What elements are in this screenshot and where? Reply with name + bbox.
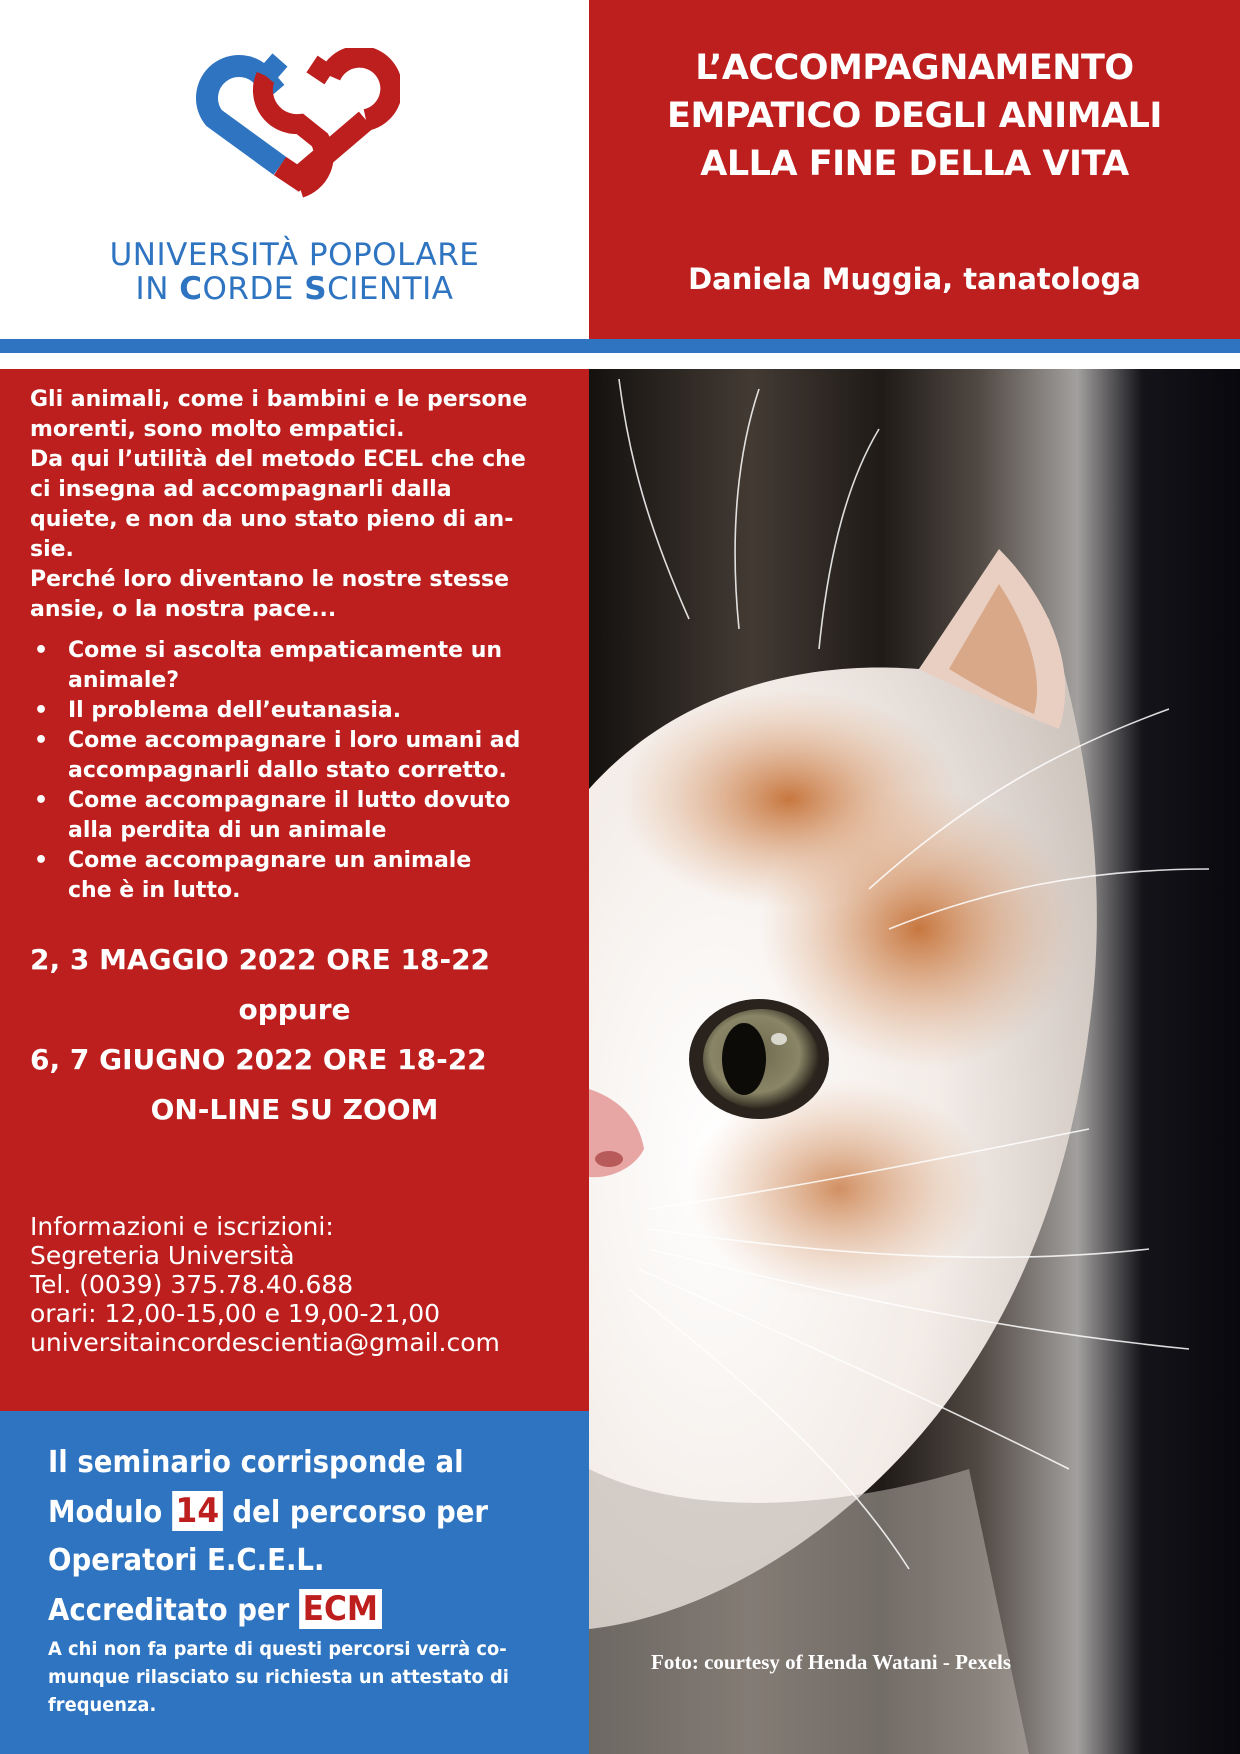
logo-name-line1: UNIVERSITÀ POPOLARE [109,237,480,273]
opening-hours: orari: 12,00-15,00 e 19,00-21,00 [30,1299,441,1328]
intro-line: quiete, e non da uno stato pieno di an- [30,507,514,532]
contact-info [30,1212,500,1357]
seminar-line: Il seminario corrisponde al [48,1445,464,1480]
intro-line: Gli animali, come i bambini e le persone [30,387,528,412]
title-panel [589,0,1240,339]
email-address: universitaincordescientia@gmail.com [30,1328,500,1357]
intro-line: ci insegna ad accompagnarli dalla [30,477,452,502]
blue-divider [0,339,1240,353]
module-number-badge: 14 [172,1491,223,1531]
page-title [589,44,1240,188]
bullet-icon: • [34,638,49,663]
topics-list [30,636,575,906]
bullet-icon: • [34,848,49,873]
list-item: • Il problema dell’eutanasia. [30,696,575,726]
phone-number: Tel. (0039) 375.78.40.688 [30,1270,354,1299]
logo-panel [0,0,589,339]
bullet-icon: • [34,698,49,723]
intro-line: Perché loro diventano le nostre stesse [30,567,510,592]
list-item: • Come si ascolta empaticamente un animale? [34,638,503,693]
title-line: EMPATICO DEGLI ANIMALI [667,96,1162,136]
intro-line: morenti, sono molto empatici. [30,417,405,442]
bullet-icon: • [34,788,49,813]
info-line: Segreteria Università [30,1241,295,1270]
list-item: • Come accompagnare i loro umani ad accompagnarli dallo stato corretto. [34,728,521,783]
intro-line: sie. [30,537,74,562]
title-line: ALLA FINE DELLA VITA [700,144,1129,184]
description-panel [0,369,589,1411]
university-logo-icon [180,48,400,198]
title-line: L’ACCOMPAGNAMENTO [695,48,1134,88]
online-zoom: ON-LINE SU ZOOM [150,1093,439,1126]
ecm-badge: ECM [299,1589,382,1629]
intro-line: Da qui l’utilità del metodo ECEL che che [30,447,526,472]
intro-line: ansie, o la nostra pace... [30,597,337,622]
seminar-panel [0,1411,589,1754]
seminar-info [48,1439,488,1635]
list-item: • Come accompagnare il lutto dovuto alla perdita di un animale [34,788,511,843]
seminar-line: Modulo 14 del percorso per [48,1491,489,1531]
white-divider [0,353,1240,369]
bullet-icon: • [34,728,49,753]
seminar-line: Accreditato per ECM [48,1585,488,1635]
logo-name-line2: IN CORDE SCIENTIA [135,271,454,307]
date-first: 2, 3 MAGGIO 2022 ORE 18-22 [30,943,491,976]
date-or: oppure [238,993,351,1026]
author-name: Daniela Muggia, tanatologa [688,262,1141,296]
list-item: • Come accompagnare un animale che è in lutto. [34,848,472,903]
kitten-illustration [589,369,1240,1754]
info-line: Informazioni e iscrizioni: [30,1212,334,1241]
date-second: 6, 7 GIUGNO 2022 ORE 18-22 [30,1043,487,1076]
seminar-line: Operatori E.C.E.L. [48,1543,325,1578]
photo-credit: Foto: courtesy of Henda Watani - Pexels [651,1650,1012,1674]
certificate-note: A chi non fa parte di questi percorsi verrà co- munque rilasciato su richiesta un attestato di frequenza. [48,1638,509,1716]
kitten-photo [589,369,1240,1754]
intro-text [30,385,575,625]
